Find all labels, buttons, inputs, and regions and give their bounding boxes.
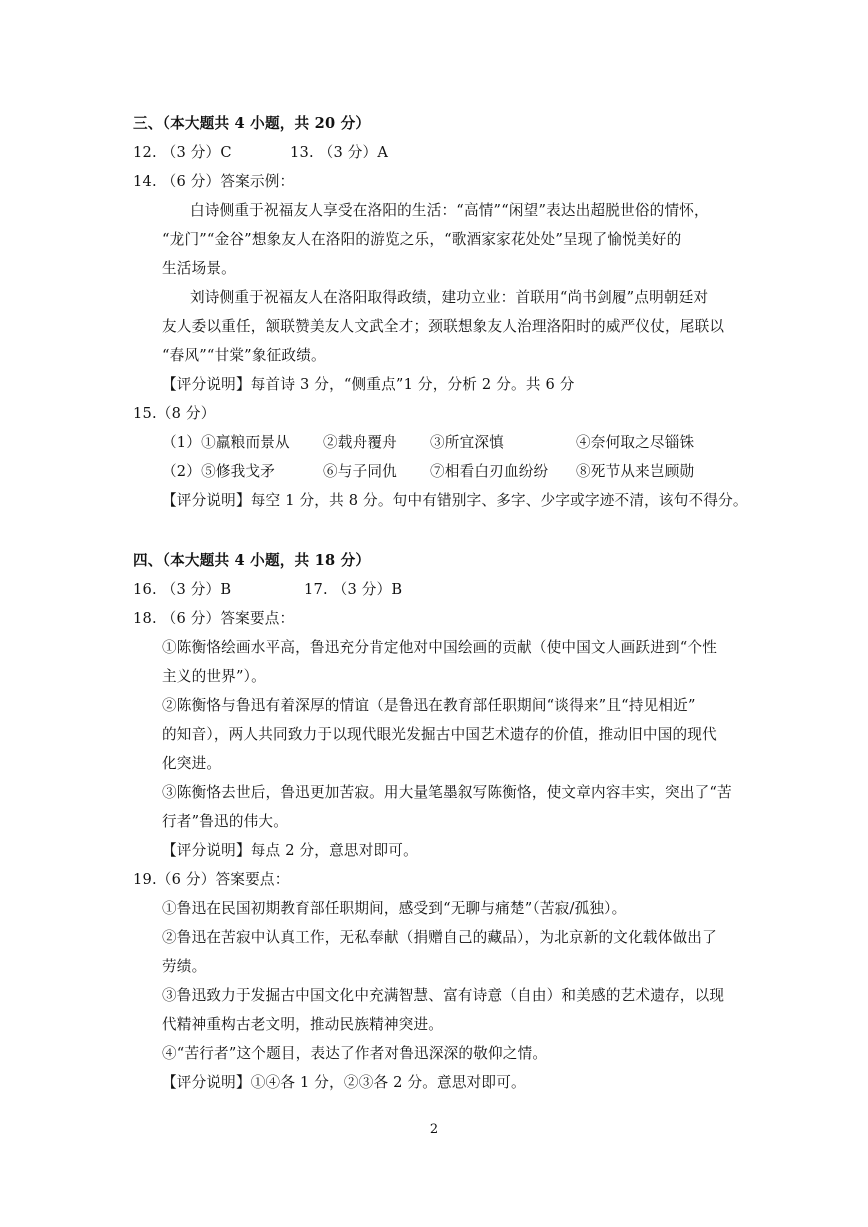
q15-row1-item1: （1）①羸粮而景从 [162,434,290,451]
q15-row2-item4: ⑧死节从来岂顾勋 [576,463,695,480]
q15-row2-item2: ⑥与子同仇 [323,463,397,480]
q16-answer: 16. （3 分）B [133,581,232,598]
q18-point3-line1: ③陈衡恪去世后，鲁迅更加苦寂。用大量笔墨叙写陈衡恪，使文章内容丰实，突出了“苦 [162,784,732,801]
q12-answer: 12. （3 分）C [133,144,232,161]
section4-heading: 四、（本大题共 4 小题，共 18 分） [133,552,371,569]
q15-row1-item3: ③所宜深慎 [430,434,504,451]
q19-label: 19.（6 分）答案要点： [133,871,290,888]
q19-point2-line1: ②鲁迅在苦寂中认真工作，无私奉献（捐赠自己的藏品），为北京新的文化载体做出了 [162,929,717,946]
q19-point4: ④“苦行者”这个题目，表达了作者对鲁迅深深的敬仰之情。 [162,1045,548,1062]
q15-row1-item2: ②载舟覆舟 [323,434,397,451]
q19-point3-line1: ③鲁迅致力于发掘古中国文化中充满智慧、富有诗意（自由）和美感的艺术遗存，以现 [162,987,725,1004]
page-number: 2 [429,1122,439,1137]
q19-point2-line2: 劳绩。 [162,958,207,975]
q18-label: 18. （6 分）答案要点： [133,610,295,627]
q14-label: 14. （6 分）答案示例： [133,173,295,190]
q19-point1: ①鲁迅在民国初期教育部任职期间，感受到“无聊与痛楚”（苦寂/孤独）。 [162,900,627,917]
q14-para1-line3: 生活场景。 [162,260,236,277]
q14-para2-line2: 友人委以重任，颔联赞美友人文武全才；颈联想象友人治理洛阳时的威严仪仗，尾联以 [162,318,725,335]
q19-scoring: 【评分说明】①④各 1 分，②③各 2 分。意思对即可。 [162,1074,526,1091]
q18-point2-line1: ②陈衡恪与鲁迅有着深厚的情谊（是鲁迅在教育部任职期间“谈得来”且“持见相近” [162,697,696,714]
q15-label: 15.（8 分） [133,405,216,422]
q17-answer: 17. （3 分）B [304,581,403,598]
q18-point2-line2: 的知音），两人共同致力于以现代眼光发掘古中国艺术遗存的价值，推动旧中国的现代 [162,726,717,743]
q19-point3-line2: 代精神重构古老文明，推动民族精神突进。 [162,1016,444,1033]
q14-para1-line1: 白诗侧重于祝福友人享受在洛阳的生活：“高情”“闲望”表达出超脱世俗的情怀， [190,202,709,219]
q18-point1-line2: 主义的世界”）。 [162,668,266,685]
q15-row1-item4: ④奈何取之尽锱铢 [576,434,695,451]
section3-heading: 三、（本大题共 4 小题，共 20 分） [133,115,371,132]
q18-point2-line3: 化突进。 [162,755,222,772]
q15-scoring: 【评分说明】每空 1 分，共 8 分。句中有错别字、多字、少字或字迹不清，该句不得分。 [162,492,748,509]
q13-answer: 13. （3 分）A [290,144,389,161]
q15-row2-item1: （2）⑤修我戈矛 [162,463,276,480]
q14-para2-line3: “春风”“甘棠”象征政绩。 [162,347,326,364]
q14-scoring: 【评分说明】每首诗 3 分，“侧重点”1 分，分析 2 分。共 6 分 [162,376,575,393]
q14-para1-line2: “龙门”“金谷”想象友人在洛阳的游览之乐，“歌酒家家花处处”呈现了愉悦美好的 [162,231,682,248]
q14-para2-line1: 刘诗侧重于祝福友人在洛阳取得政绩，建功立业：首联用“尚书剑履”点明朝廷对 [190,289,709,306]
q18-scoring: 【评分说明】每点 2 分，意思对即可。 [162,842,418,859]
q18-point1-line1: ①陈衡恪绘画水平高，鲁迅充分肯定他对中国绘画的贡献（使中国文人画跃进到“个性 [162,639,718,656]
q18-point3-line2: 行者”鲁迅的伟大。 [162,813,289,830]
q15-row2-item3: ⑦相看白刃血纷纷 [430,463,549,480]
